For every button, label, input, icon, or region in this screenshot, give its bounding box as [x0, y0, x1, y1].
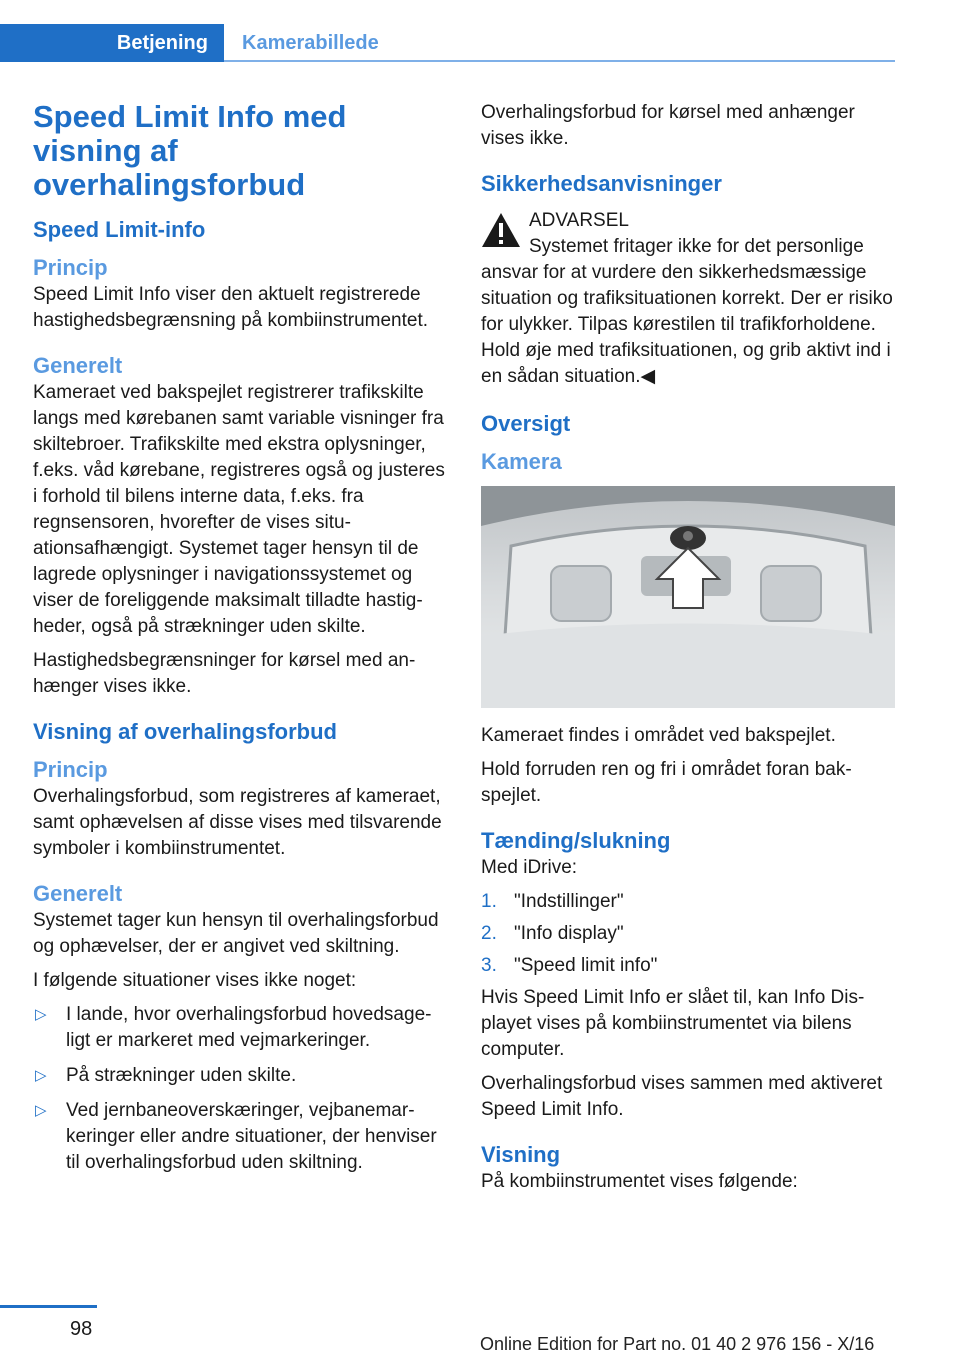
- page-number: 98: [70, 1318, 93, 1340]
- paragraph: Overhalingsforbud, som registreres af kameraet, samt ophævelsen af disse vises med tilsvarende symboler i kombiinstrumentet.: [33, 786, 442, 859]
- bullet-list: [33, 1002, 447, 1176]
- list-item: ▷ På strækninger uden skilte.: [33, 1063, 447, 1089]
- paragraph: Hvis Speed Limit Info er slået til, kan Info Displayet vises på kombiinstrumentet via bilens computer.: [481, 987, 865, 1060]
- section-tab[interactable]: Betjening: [0, 24, 224, 62]
- heading-princip: Princip: [33, 757, 108, 782]
- page-title: Speed Limit Info med visning af overhalingsforbud: [33, 99, 347, 202]
- paragraph: Speed Limit Info viser den aktuelt registrerede hastighedsbegrænsning på kombiinstrumentet.: [33, 284, 429, 331]
- triangle-bullet-icon: ▷: [35, 1067, 47, 1084]
- subsection-tab[interactable]: Kamerabillede: [242, 32, 379, 54]
- left-column: [33, 100, 447, 1185]
- heading-speed-limit-info: Speed Limit-info: [33, 217, 206, 242]
- paragraph: Kameraet findes i området ved bakspejlet.: [481, 725, 836, 746]
- list-item: ▷ I lande, hvor overhalingsforbud hovedsageligt er markeret med vejmarkeringer.: [35, 1004, 432, 1051]
- paragraph: Med iDrive:: [481, 857, 578, 878]
- list-item: 2. "Info display": [481, 923, 624, 944]
- header-rule: [224, 60, 895, 62]
- warning-title: ADVARSEL: [529, 210, 629, 231]
- heading-generelt: Generelt: [33, 881, 123, 906]
- heading-sikkerhedsanvisninger: Sikkerhedsanvisninger: [481, 171, 722, 196]
- warning-triangle-icon: [481, 212, 521, 248]
- heading-taending-slukning: Tænding/slukning: [481, 828, 671, 853]
- heading-generelt: Generelt: [33, 353, 123, 378]
- camera-location-photo: [481, 486, 895, 708]
- heading-visning: Visning: [481, 1142, 561, 1167]
- paragraph: Hold forruden ren og fri i området foran bakspejlet.: [481, 759, 852, 806]
- heading-princip: Princip: [33, 255, 108, 280]
- warning-box: [481, 208, 895, 390]
- paragraph: Kameraet ved bakspejlet registrerer trafikskilte langs med kørebanen samt variable visninger fra skiltebroer. Trafikskilte med ekstra oplysninger, f.eks. våd kørebane, registreres også og justeres i forhold til bilens interne data, f.eks. fra regnsensoren, hvorefter de vises situationsafhængigt. Systemet tager hensyn til de lagrede oplysninger i navigationssystemet og viser de foreliggende maksimalt tilladte hastigheder, også på strækninger uden skilte.: [33, 382, 445, 637]
- paragraph: Hastighedsbegrænsninger for kørsel med anhænger vises ikke.: [33, 650, 416, 697]
- triangle-bullet-icon: ▷: [35, 1006, 47, 1023]
- heading-visning-af-overhalingsforbud: Visning af overhalingsforbud: [33, 719, 337, 744]
- paragraph: Overhalingsforbud for kørsel med anhænger vises ikke.: [481, 102, 855, 149]
- triangle-bullet-icon: ▷: [35, 1102, 47, 1119]
- right-column: [481, 100, 895, 1203]
- heading-oversigt: Oversigt: [481, 411, 571, 436]
- list-item: 1. "Indstillinger": [481, 891, 624, 912]
- footer-rule: [0, 1305, 97, 1308]
- paragraph: Overhalingsforbud vises sammen med aktiveret Speed Limit Info.: [481, 1073, 883, 1120]
- footer-edition: Online Edition for Part no. 01 40 2 976 156 - X/16: [480, 1334, 875, 1354]
- list-item: 3. "Speed limit info": [481, 955, 658, 976]
- steps-list: [481, 889, 895, 979]
- list-item: ▷ Ved jernbaneoverskæringer, vejbanemarkeringer eller andre situationer, der henviser til overhalingsforbud uden skiltning.: [35, 1100, 437, 1173]
- header-bar: [0, 24, 895, 62]
- warning-text: Systemet fritager ikke for det personlige ansvar for at vurdere den sikkerhedsmæssige situation og trafiksituationen korrekt. Der er risiko for ulykker. Tilpas kørestilen til trafikforholdene. Hold øje med trafiksituationen, og grib aktivt ind i en sådan situation.◀: [481, 236, 893, 387]
- heading-kamera: Kamera: [481, 449, 562, 474]
- paragraph: Systemet tager kun hensyn til overhalingsforbud og ophævelser, der er angivet ved skiltning.: [33, 910, 439, 957]
- paragraph: I følgende situationer vises ikke noget:: [33, 970, 357, 991]
- paragraph: På kombiinstrumentet vises følgende:: [481, 1171, 798, 1192]
